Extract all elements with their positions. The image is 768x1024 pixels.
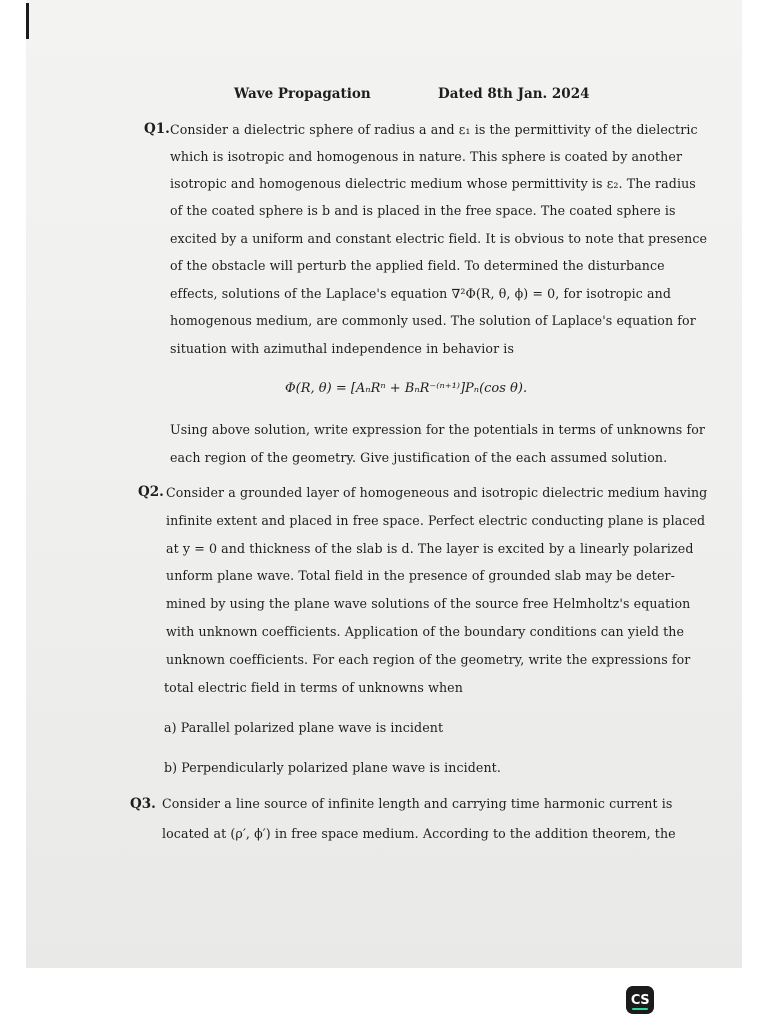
question-1-line: Using above solution, write expression for the potentials in terms of unknowns for <box>170 422 706 437</box>
question-2-line: unform plane wave. Total field in the presence of grounded slab may be deter- <box>166 568 676 583</box>
document-date: Dated 8th Jan. 2024 <box>438 86 590 102</box>
question-2-line: unknown coefficients. For each region of the geometry, write the expressions for <box>166 652 691 667</box>
question-1-line: which is isotropic and homogenous in nature. This sphere is coated by another <box>170 149 683 164</box>
question-1-line: Consider a dielectric sphere of radius a and ε₁ is the permittivity of the dielectric <box>170 122 698 137</box>
question-2-option-b: b) Perpendicularly polarized plane wave is incident. <box>164 760 501 775</box>
scanned-page <box>26 0 742 968</box>
question-2-label: Q2. <box>138 484 164 500</box>
question-1-line: situation with azimuthal independence in behavior is <box>170 341 515 356</box>
question-1-line: of the obstacle will perturb the applied field. To determined the disturbance <box>170 258 665 273</box>
question-3-label: Q3. <box>130 796 156 812</box>
camscanner-logo-icon: CS <box>626 986 654 1014</box>
question-3-line: located at (ρ′, ϕ′) in free space medium. According to the addition theorem, the <box>162 826 676 841</box>
question-2-line: at y = 0 and thickness of the slab is d. The layer is excited by a linearly polarized <box>166 541 694 556</box>
question-1-label: Q1. <box>144 121 170 137</box>
question-1-line: excited by a uniform and constant electric field. It is obvious to note that presence <box>170 231 708 246</box>
question-1-line: isotropic and homogenous dielectric medium whose permittivity is ε₂. The radius <box>170 176 696 191</box>
document-body <box>26 0 742 968</box>
question-2-line: mined by using the plane wave solutions of the source free Helmholtz's equation <box>166 596 691 611</box>
question-1-line: effects, solutions of the Laplace's equation ∇²Φ(R, θ, ϕ) = 0, for isotropic and <box>170 286 672 301</box>
question-1-line: each region of the geometry. Give justification of the each assumed solution. <box>170 450 668 465</box>
question-1-line: of the coated sphere is b and is placed in the free space. The coated sphere is <box>170 203 676 218</box>
laplace-solution-equation: Φ(R, θ) = [AₙRⁿ + BₙR⁻⁽ⁿ⁺¹⁾]Pₙ(cos θ). <box>285 381 528 396</box>
document-title: Wave Propagation <box>234 86 371 102</box>
question-2-option-a: a) Parallel polarized plane wave is incident <box>164 720 444 735</box>
question-1-line: homogenous medium, are commonly used. The solution of Laplace's equation for <box>170 313 696 328</box>
question-3-line: Consider a line source of infinite length and carrying time harmonic current is <box>162 796 673 811</box>
question-2-line: total electric field in terms of unknowns when <box>164 680 463 695</box>
question-2-line: infinite extent and placed in free space. Perfect electric conducting plane is placed <box>166 513 706 528</box>
question-2-line: Consider a grounded layer of homogeneous and isotropic dielectric medium having <box>166 485 708 500</box>
question-2-line: with unknown coefficients. Application of the boundary conditions can yield the <box>166 624 685 639</box>
